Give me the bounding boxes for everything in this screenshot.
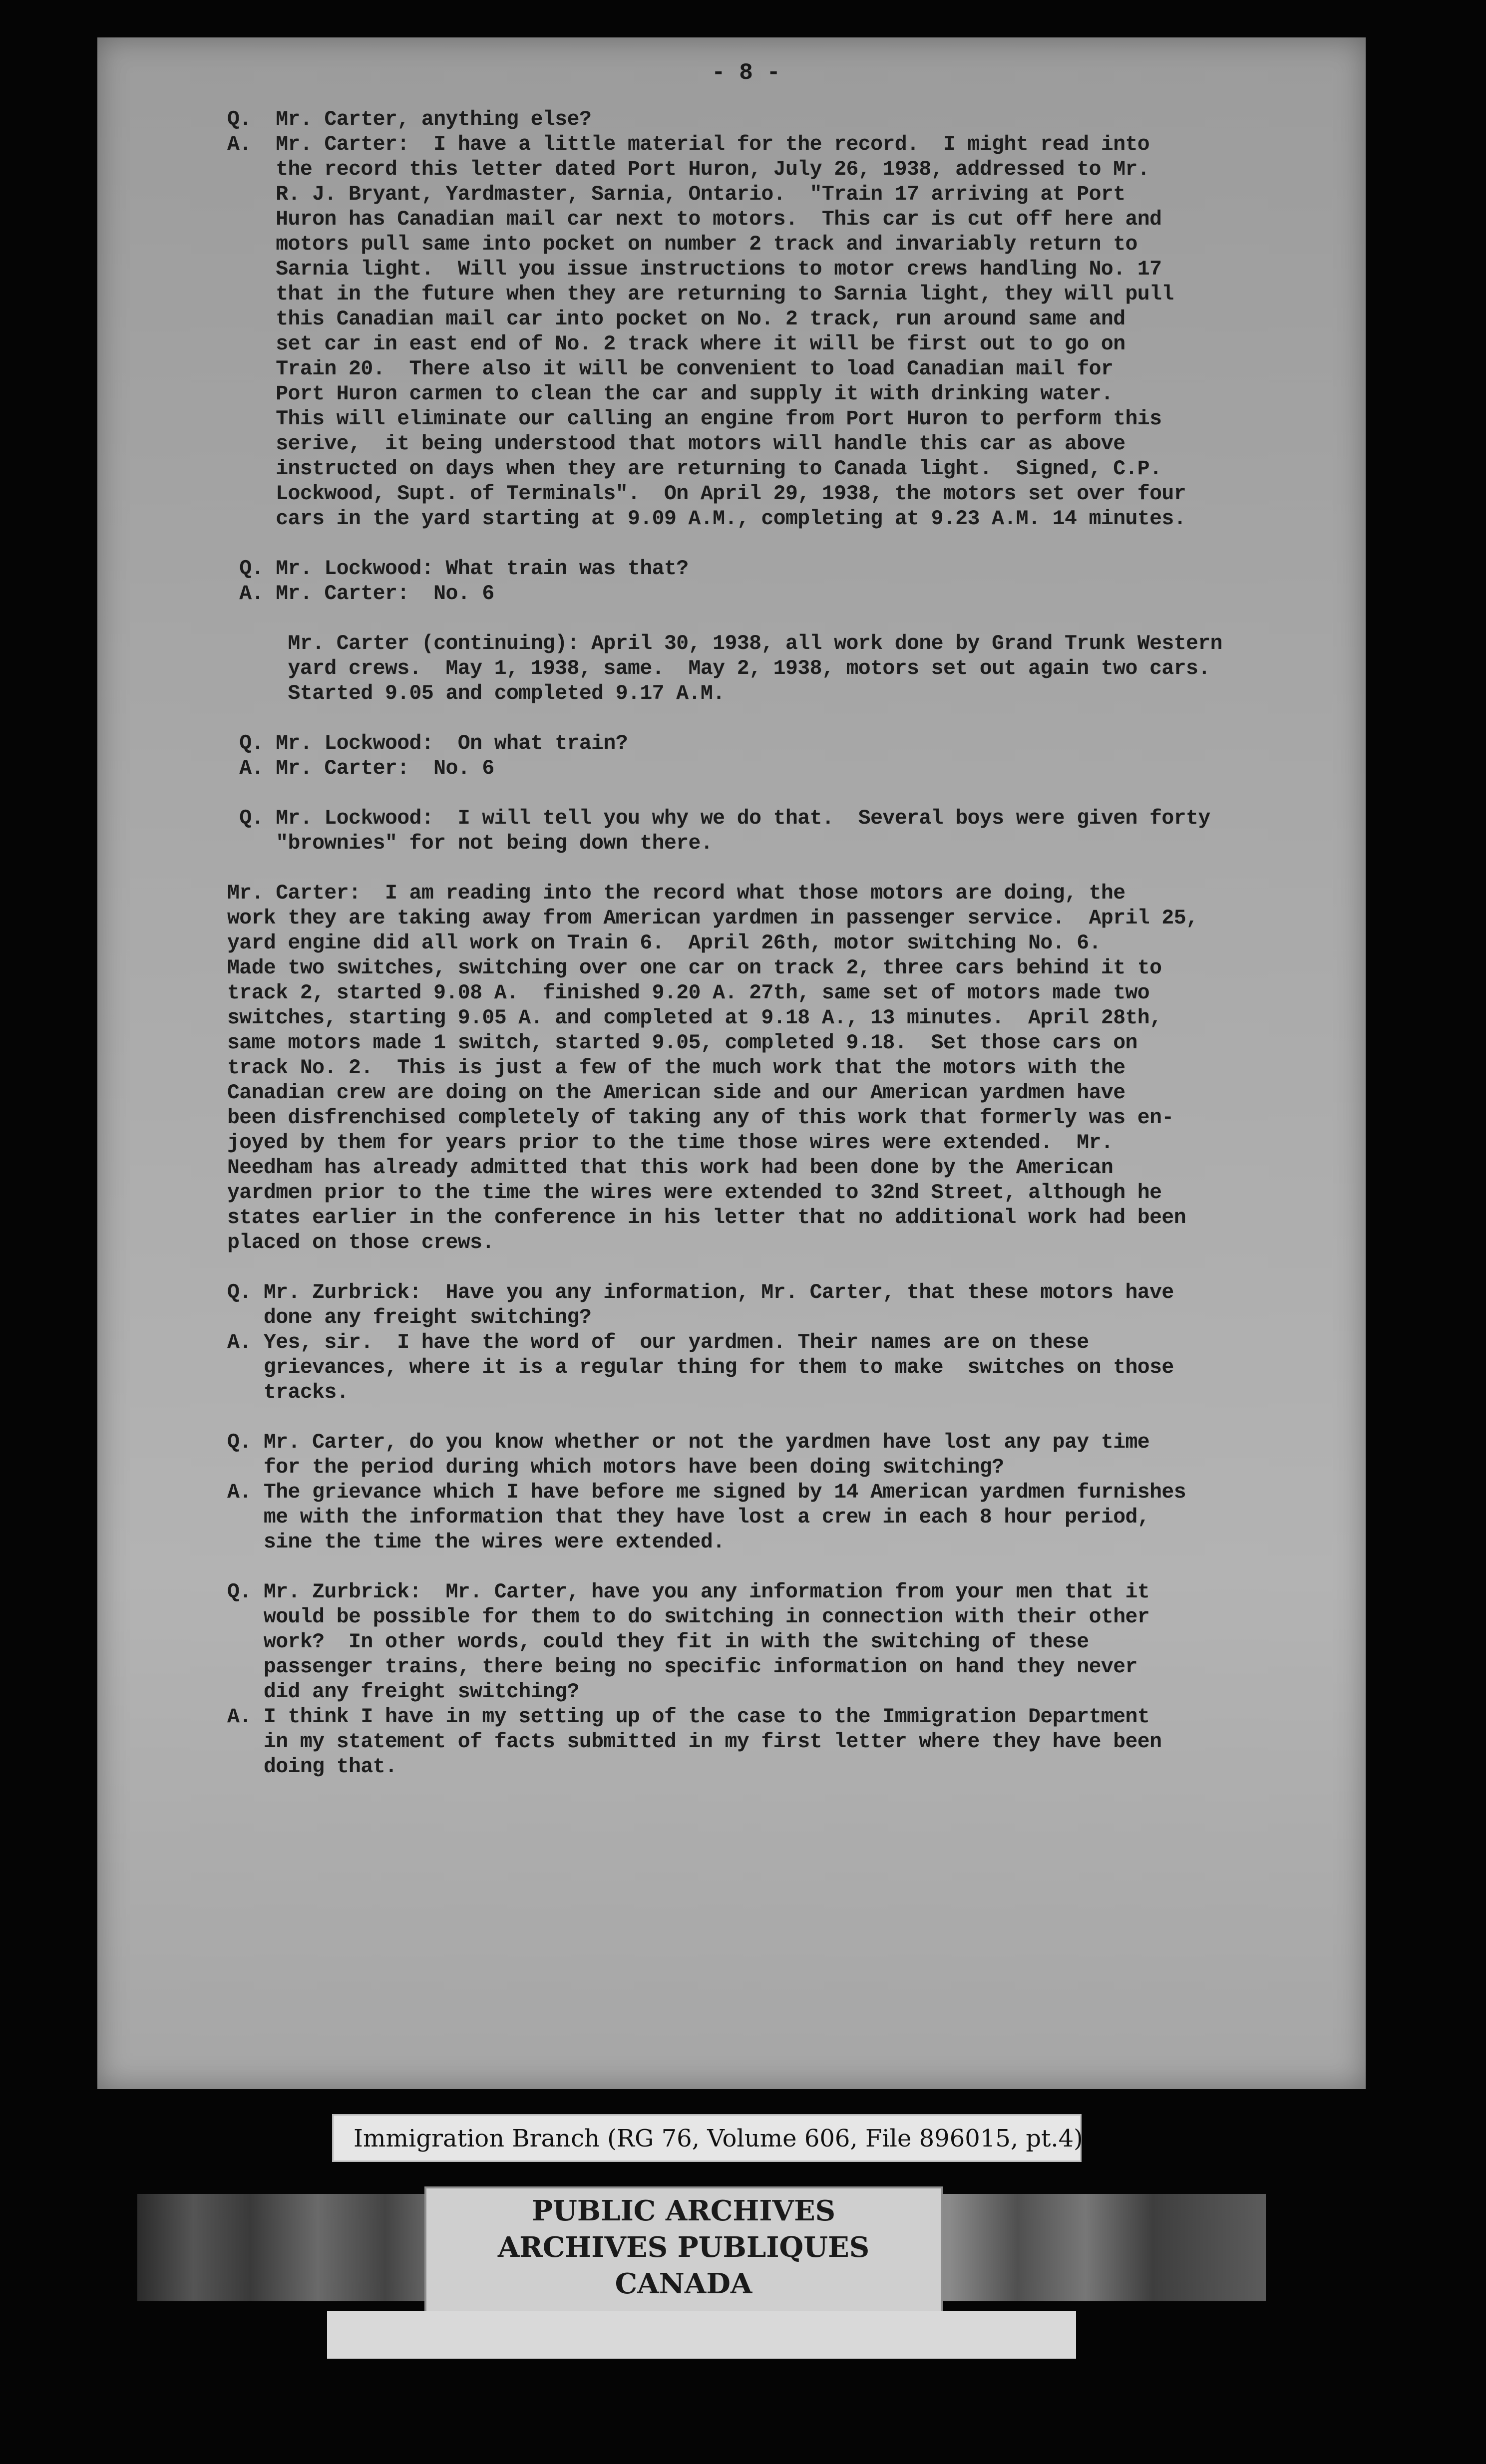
text-line: motors pull same into pocket on number 2 track and invariably return to <box>227 233 1137 256</box>
text-line: Made two switches, switching over one car on track 2, three cars behind it to <box>227 956 1162 980</box>
text-line: yard crews. May 1, 1938, same. May 2, 1938, motors set out again two cars. <box>227 657 1210 680</box>
text-line: work? In other words, could they fit in with the switching of these <box>227 1630 1089 1654</box>
text-line: set car in east end of No. 2 track where it will be first out to go on <box>227 332 1125 356</box>
text-line: grievances, where it is a regular thing for them to make switches on those <box>227 1356 1174 1379</box>
text-line: Q. Mr. Lockwood: I will tell you why we do that. Several boys were given forty <box>227 807 1210 830</box>
text-line: Q. Mr. Zurbrick: Mr. Carter, have you any information from your men that it <box>227 1580 1150 1604</box>
text-line: cars in the yard starting at 9.09 A.M., completing at 9.23 A.M. 14 minutes. <box>227 507 1186 531</box>
text-line <box>227 1555 1346 1580</box>
text-line: work they are taking away from American yardmen in passenger service. April 25, <box>227 907 1198 930</box>
text-line: for the period during which motors have been doing switching? <box>227 1456 1004 1479</box>
text-line: would be possible for them to do switching in connection with their other <box>227 1605 1150 1629</box>
text-line: A. Mr. Carter: No. 6 <box>227 582 494 606</box>
text-line: A. The grievance which I have before me signed by 14 American yardmen furnishes <box>227 1481 1186 1504</box>
text-line: sine the time the wires were extended. <box>227 1531 725 1554</box>
text-line: Q. Mr. Lockwood: On what train? <box>227 732 628 755</box>
text-line: states earlier in the conference in his letter that no additional work had been <box>227 1206 1186 1230</box>
text-line: passenger trains, there being no specific information on hand they never <box>227 1655 1137 1679</box>
text-line: serive, it being understood that motors will handle this car as above <box>227 432 1125 456</box>
text-line <box>227 1255 1346 1280</box>
archive-reference-label <box>332 2114 1082 2162</box>
text-line <box>227 532 1346 557</box>
text-line: Huron has Canadian mail car next to motors. This car is cut off here and <box>227 208 1162 231</box>
text-line: Lockwood, Supt. of Terminals". On April 29, 1938, the motors set over four <box>227 482 1186 506</box>
text-line <box>227 706 1346 731</box>
text-line <box>227 1405 1346 1430</box>
text-line: Canadian crew are doing on the American side and our American yardmen have <box>227 1081 1125 1105</box>
text-line: Sarnia light. Will you issue instructions to motor crews handling No. 17 <box>227 258 1162 281</box>
bottom-label-strip <box>327 2311 1076 2359</box>
text-line: Q. Mr. Carter, do you know whether or not the yardmen have lost any pay time <box>227 1431 1150 1454</box>
text-line: A. I think I have in my setting up of the case to the Immigration Department <box>227 1705 1150 1729</box>
text-line: R. J. Bryant, Yardmaster, Sarnia, Ontario. "Train 17 arriving at Port <box>227 183 1125 206</box>
text-line: joyed by them for years prior to the time those wires were extended. Mr. <box>227 1131 1114 1155</box>
text-line: A. Mr. Carter: No. 6 <box>227 757 494 780</box>
text-line: Mr. Carter (continuing): April 30, 1938, all work done by Grand Trunk Western <box>227 632 1222 655</box>
text-line: track 2, started 9.08 A. finished 9.20 A. 27th, same set of motors made two <box>227 981 1150 1005</box>
text-line <box>227 607 1346 631</box>
document-page <box>97 37 1366 2089</box>
text-line: in my statement of facts submitted in my first letter where they have been <box>227 1730 1162 1754</box>
text-line: Q. Mr. Carter, anything else? <box>227 108 592 131</box>
text-line: Q. Mr. Zurbrick: Have you any information, Mr. Carter, that these motors have <box>227 1281 1174 1304</box>
text-line: "brownies" for not being down there. <box>227 832 713 855</box>
stamp-line-1: PUBLIC ARCHIVES <box>531 2194 836 2227</box>
text-line <box>227 856 1346 881</box>
text-line: This will eliminate our calling an engine from Port Huron to perform this <box>227 407 1162 431</box>
text-line <box>227 781 1346 806</box>
stamp-line-2: ARCHIVES PUBLIQUES <box>497 2231 870 2264</box>
text-line: same motors made 1 switch, started 9.05, completed 9.18. Set those cars on <box>227 1031 1137 1055</box>
text-line: Q. Mr. Lockwood: What train was that? <box>227 557 689 581</box>
text-line: doing that. <box>227 1755 397 1779</box>
text-line: the record this letter dated Port Huron, July 26, 1938, addressed to Mr. <box>227 158 1150 181</box>
text-line: A. Yes, sir. I have the word of our yardmen. Their names are on these <box>227 1331 1089 1354</box>
text-line: instructed on days when they are returning to Canada light. Signed, C.P. <box>227 457 1162 481</box>
page-number: - 8 - <box>712 60 781 86</box>
text-line: been disfrenchised completely of taking any of this work that formerly was en- <box>227 1106 1174 1130</box>
text-line: yard engine did all work on Train 6. April 26th, motor switching No. 6. <box>227 931 1101 955</box>
text-line: did any freight switching? <box>227 1680 579 1704</box>
text-line: Started 9.05 and completed 9.17 A.M. <box>227 682 725 705</box>
text-line: Train 20. There also it will be convenient to load Canadian mail for <box>227 357 1114 381</box>
text-line: yardmen prior to the time the wires were extended to 32nd Street, although he <box>227 1181 1162 1205</box>
text-line: done any freight switching? <box>227 1306 592 1329</box>
text-line: placed on those crews. <box>227 1231 494 1254</box>
archive-stamp <box>424 2186 943 2313</box>
text-line: me with the information that they have lost a crew in each 8 hour period, <box>227 1506 1150 1529</box>
text-line: track No. 2. This is just a few of the much work that the motors with the <box>227 1056 1125 1080</box>
text-line: that in the future when they are returning to Sarnia light, they will pull <box>227 283 1174 306</box>
stamp-line-3: CANADA <box>615 2267 752 2300</box>
text-line: Port Huron carmen to clean the car and supply it with drinking water. <box>227 382 1114 406</box>
text-line: tracks. <box>227 1381 349 1404</box>
text-line: this Canadian mail car into pocket on No. 2 track, run around same and <box>227 308 1125 331</box>
text-line: switches, starting 9.05 A. and completed at 9.18 A., 13 minutes. April 28th, <box>227 1006 1162 1030</box>
text-line: Mr. Carter: I am reading into the record what those motors are doing, the <box>227 882 1125 905</box>
text-line: Needham has already admitted that this work had been done by the American <box>227 1156 1114 1180</box>
text-line: A. Mr. Carter: I have a little material for the record. I might read into <box>227 133 1150 156</box>
transcript-body <box>227 107 1346 1780</box>
archive-reference-text: Immigration Branch (RG 76, Volume 606, File 896015, pt.4) <box>354 2125 1083 2153</box>
